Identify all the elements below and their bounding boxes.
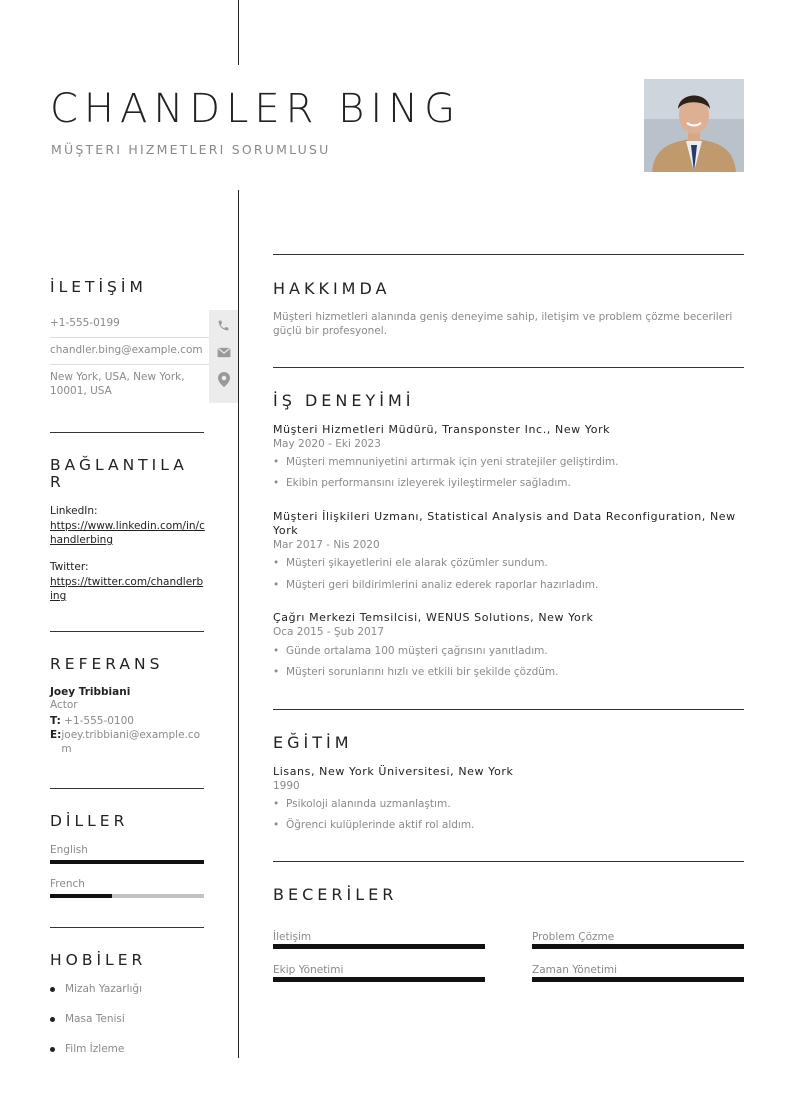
bullet-mark: • <box>273 819 280 831</box>
contact-address: New York, USA, New York, 10001, USA <box>50 371 185 397</box>
education-year: 1990 <box>273 780 300 792</box>
about-bottom-rule <box>273 367 744 368</box>
experience-bottom-rule <box>273 709 744 710</box>
job-bullet <box>273 645 733 657</box>
links-section-title <box>50 457 188 491</box>
language-english-label: English <box>50 844 88 856</box>
job-bullet-text: Günde ortalama 100 müşteri çağrısını yanıtladım. <box>286 645 548 657</box>
education-bullet <box>273 798 733 810</box>
experience-section-title: İŞ DENEYİMİ <box>273 391 415 410</box>
linkedin-entry <box>50 505 205 547</box>
bullet-mark: • <box>273 477 280 489</box>
reference-bottom-rule <box>50 788 204 789</box>
contact-separator <box>50 364 209 365</box>
reference-name: Joey Tribbiani <box>50 686 131 698</box>
education-bullet <box>273 819 733 831</box>
reference-email[interactable]: joey.tribbiani@example.com <box>61 729 201 755</box>
job-bullet <box>273 666 733 678</box>
links-title-line1: BAĞLANTILA <box>50 456 188 474</box>
job-bullet-text: Müşteri geri bildirimlerini analiz ederek raporlar hazırladım. <box>286 579 599 591</box>
bullet-mark: • <box>273 666 280 678</box>
education-bottom-rule <box>273 861 744 862</box>
top-divider <box>238 0 239 65</box>
bullet-mark: • <box>273 579 280 591</box>
location-pin-icon <box>209 365 238 393</box>
about-top-rule <box>273 254 744 255</box>
envelope-icon <box>209 338 238 366</box>
language-english-fill <box>50 860 204 864</box>
twitter-label: Twitter: <box>50 561 89 573</box>
skill-item <box>532 931 744 949</box>
hobby-item <box>50 983 142 995</box>
skill-item <box>273 964 485 982</box>
skill-label: Zaman Yönetimi <box>532 964 618 976</box>
language-english-bar <box>50 860 204 864</box>
skill-bar <box>532 944 744 949</box>
language-french-fill <box>50 894 112 898</box>
reference-phone-line <box>50 714 205 728</box>
skill-label: İletişim <box>273 931 312 943</box>
sidebar-divider <box>238 190 239 1058</box>
skill-bar <box>532 977 744 982</box>
contact-separator <box>50 337 209 338</box>
job-bullet-text: Ekibin performansını izleyerek iyileştirmeler sağladım. <box>286 477 571 489</box>
job-bullet <box>273 557 733 569</box>
skills-section-title: BECERİLER <box>273 885 398 904</box>
job-title: Müşteri Hizmetleri Müdürü, Transponster Inc., New York <box>273 423 611 436</box>
about-text: Müşteri hizmetleri alanında geniş deneyime sahip, iletişim ve problem çözme becerileri güçlü bir profesyonel. <box>273 311 733 337</box>
job-bullet <box>273 477 733 489</box>
hobby-label: Film İzleme <box>65 1043 125 1055</box>
language-french-bar <box>50 894 204 898</box>
languages-bottom-rule <box>50 927 204 928</box>
bullet-mark: • <box>273 645 280 657</box>
links-bottom-rule <box>50 631 204 632</box>
bullet-mark: • <box>273 798 280 810</box>
contact-phone[interactable]: +1-555-0199 <box>50 317 120 329</box>
education-bullet-text: Öğrenci kulüplerinde aktif rol aldım. <box>286 819 475 831</box>
job-bullet <box>273 456 733 468</box>
job-date: Mar 2017 - Nis 2020 <box>273 539 380 551</box>
reference-section-title: REFERANS <box>50 655 164 673</box>
education-degree: Lisans, New York Üniversitesi, New York <box>273 765 514 778</box>
bullet-mark: • <box>273 456 280 468</box>
hobbies-section-title: HOBİLER <box>50 951 147 969</box>
twitter-link[interactable]: https://twitter.com/chandlerbing <box>50 576 204 602</box>
phone-icon <box>209 311 238 339</box>
job-title-subtitle: MÜŞTERI HIZMETLERI SORUMLUSU <box>51 142 331 157</box>
links-title-line2: R <box>50 473 65 491</box>
education-section-title: EĞİTİM <box>273 733 353 752</box>
bullet-dot <box>50 1017 55 1022</box>
reference-phone-label: T: <box>50 715 61 727</box>
skill-bar <box>273 944 485 949</box>
reference-entry <box>50 686 205 756</box>
bullet-dot <box>50 987 55 992</box>
skill-label: Ekip Yönetimi <box>273 964 344 976</box>
linkedin-link[interactable]: https://www.linkedin.com/in/chandlerbing <box>50 520 205 546</box>
job-date: May 2020 - Eki 2023 <box>273 438 381 450</box>
bullet-dot <box>50 1047 55 1052</box>
contact-email[interactable]: chandler.bing@example.com <box>50 344 203 356</box>
reference-phone[interactable]: +1-555-0100 <box>64 715 134 727</box>
contact-icon-column <box>209 310 238 403</box>
skill-item <box>273 931 485 949</box>
job-bullet-text: Müşteri sorunlarını hızlı ve etkili bir şekilde çözdüm. <box>286 666 559 678</box>
candidate-name: CHANDLER BING <box>50 86 462 132</box>
language-french-label: French <box>50 878 85 890</box>
job-title: Müşteri İlişkileri Uzmanı, Statistical Analysis and Data Reconfiguration, New York <box>273 510 736 537</box>
hobby-label: Mizah Yazarlığı <box>65 983 142 995</box>
job-title: Çağrı Merkezi Temsilcisi, WENUS Solutions, New York <box>273 611 594 624</box>
profile-photo <box>644 79 744 172</box>
reference-role: Actor <box>50 699 78 711</box>
job-bullet-text: Müşteri şikayetlerini ele alarak çözümler sundum. <box>286 557 548 569</box>
reference-email-line <box>50 728 205 756</box>
portrait-image <box>644 79 744 172</box>
skill-item <box>532 964 744 982</box>
job-date: Oca 2015 - Şub 2017 <box>273 626 385 638</box>
education-bullet-text: Psikoloji alanında uzmanlaştım. <box>286 798 451 810</box>
job-bullet-text: Müşteri memnuniyetini artırmak için yeni stratejiler geliştirdim. <box>286 456 619 468</box>
skill-label: Problem Çözme <box>532 931 615 943</box>
skill-bar <box>273 977 485 982</box>
reference-email-label: E: <box>50 729 62 741</box>
twitter-entry <box>50 561 205 603</box>
contact-bottom-rule <box>50 432 204 433</box>
about-section-title: HAKKIMDA <box>273 279 391 298</box>
bullet-mark: • <box>273 557 280 569</box>
languages-section-title: DİLLER <box>50 812 129 830</box>
hobby-label: Masa Tenisi <box>65 1013 125 1025</box>
hobby-item <box>50 1013 125 1025</box>
hobby-item <box>50 1043 124 1055</box>
job-bullet <box>273 579 733 591</box>
contact-section-title: İLETİŞİM <box>50 278 147 296</box>
linkedin-label: LinkedIn: <box>50 505 98 517</box>
